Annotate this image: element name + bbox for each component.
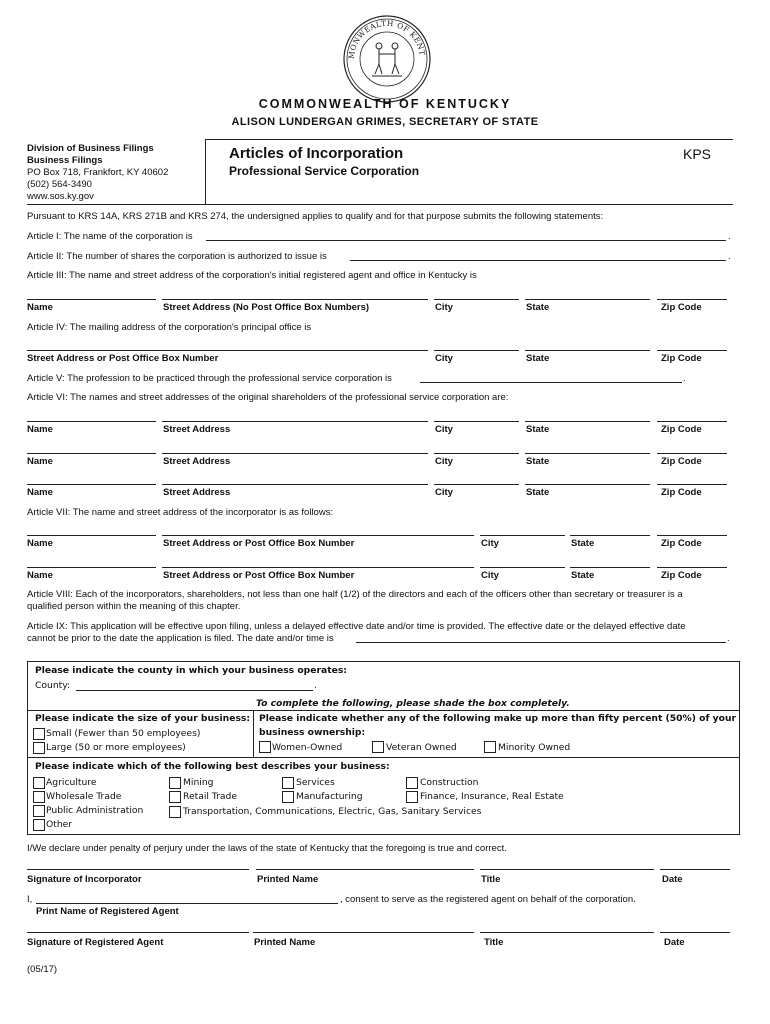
article-2-text: Article II: The number of shares the corporation is authorized to issue is: [27, 251, 327, 262]
label-city: City: [435, 487, 453, 498]
label-street: Street Address or Post Office Box Number: [163, 570, 355, 581]
header-divider: [205, 139, 733, 140]
shade-note: To complete the following, please shade the box completely.: [256, 698, 570, 709]
minority-owned-label: Minority Owned: [498, 742, 571, 753]
consent-prefix: I,: [27, 894, 33, 905]
state-seal: [342, 14, 432, 104]
label-name: Name: [27, 570, 53, 581]
form-subtitle: Professional Service Corporation: [229, 164, 420, 178]
article-9-line-2: cannot be prior to the date the application is filed. The date and/or time is: [27, 633, 334, 644]
services-checkbox[interactable]: [282, 777, 294, 789]
size-small-checkbox[interactable]: [33, 728, 45, 740]
shares-field[interactable]: [350, 260, 726, 261]
printed-name-label: Printed Name: [257, 874, 319, 885]
transportation-checkbox[interactable]: [169, 806, 181, 818]
division-title: Division of Business Filings: [27, 143, 154, 154]
article-4-text: Article IV: The mailing address of the corporation's principal office is: [27, 322, 312, 333]
incorporator-printed-name-field[interactable]: [256, 869, 474, 870]
shareholder-3-zip[interactable]: [657, 484, 727, 485]
label-zip: Zip Code: [661, 538, 702, 549]
county-prompt: Please indicate the county in which your business operates:: [35, 665, 347, 676]
mining-label: Mining: [183, 777, 214, 788]
shareholder-3-name[interactable]: [27, 484, 156, 485]
intro-text: Pursuant to KRS 14A, KRS 271B and KRS 274, the undersigned applies to qualify and for that purpose submits the following statements:: [27, 211, 604, 222]
shareholder-1-street[interactable]: [162, 421, 428, 422]
agent-street-field[interactable]: [162, 299, 428, 300]
article-8-line-1: Article VIII: Each of the incorporators, shareholders, not less than one half (1/2) of the directors and each of the officers other than secretary or treasurer is a: [27, 589, 683, 600]
agent-city-field[interactable]: [434, 299, 519, 300]
label-street: Street Address or Post Office Box Number: [27, 353, 219, 364]
commonwealth-heading: COMMONWEALTH OF KENTUCKY: [258, 97, 512, 111]
ownership-prompt-line-2: business ownership:: [259, 727, 366, 738]
period-mark: .: [314, 680, 317, 691]
women-owned-label: Women-Owned: [272, 742, 343, 753]
incorporator-2-name[interactable]: [27, 567, 156, 568]
shareholder-1-zip[interactable]: [657, 421, 727, 422]
incorporator-2-city[interactable]: [480, 567, 565, 568]
seal-ring-text: MONWEALTH OF KENT: [346, 18, 427, 60]
retail-label: Retail Trade: [183, 791, 238, 802]
print-agent-label: Print Name of Registered Agent: [36, 906, 179, 917]
county-label: County:: [35, 680, 71, 691]
shareholder-2-city[interactable]: [434, 453, 519, 454]
label-zip: Zip Code: [661, 570, 702, 581]
incorporator-1-name[interactable]: [27, 535, 156, 536]
division-website: www.sos.ky.gov: [27, 191, 94, 202]
registered-agent-name-field[interactable]: [36, 903, 338, 904]
consent-text: , consent to serve as the registered agent on behalf of the corporation.: [340, 894, 636, 905]
incorporator-1-street[interactable]: [162, 535, 474, 536]
public-admin-label: Public Administration: [46, 805, 144, 816]
mailing-street-field[interactable]: [27, 350, 428, 351]
label-city: City: [435, 302, 453, 313]
article-8-line-2: qualified person within the meaning of this chapter.: [27, 601, 241, 612]
agent-state-field[interactable]: [525, 299, 650, 300]
title-label: Title: [481, 874, 501, 885]
form-title: Articles of Incorporation: [229, 145, 404, 162]
wholesale-checkbox[interactable]: [33, 791, 45, 803]
shareholder-3-street[interactable]: [162, 484, 428, 485]
label-street: Street Address: [163, 487, 231, 498]
form-code: KPS: [683, 146, 712, 162]
division-address: PO Box 718, Frankfort, KY 40602: [27, 167, 169, 178]
manufacturing-label: Manufacturing: [296, 791, 363, 802]
label-zip: Zip Code: [661, 487, 702, 498]
corporation-name-field[interactable]: [206, 240, 726, 241]
incorporator-title-field[interactable]: [480, 869, 654, 870]
label-zip: Zip Code: [661, 353, 702, 364]
article-7-text: Article VII: The name and street address of the incorporator is as follows:: [27, 507, 334, 518]
label-city: City: [481, 570, 499, 581]
agriculture-checkbox[interactable]: [33, 777, 45, 789]
industry-section-rule: [27, 757, 740, 758]
minority-owned-checkbox[interactable]: [484, 741, 496, 753]
industry-prompt: Please indicate which of the following best describes your business:: [35, 761, 390, 772]
label-name: Name: [27, 424, 53, 435]
profession-field[interactable]: [420, 382, 682, 383]
label-street: Street Address: [163, 456, 231, 467]
label-state: State: [571, 538, 595, 549]
shareholder-1-city[interactable]: [434, 421, 519, 422]
article-1-text: Article I: The name of the corporation is: [27, 231, 193, 242]
incorporator-signature-field[interactable]: [27, 869, 249, 870]
size-large-checkbox[interactable]: [33, 742, 45, 754]
label-city: City: [435, 456, 453, 467]
shareholder-2-zip[interactable]: [657, 453, 727, 454]
period-mark: .: [728, 251, 731, 262]
agent-zip-field[interactable]: [657, 299, 727, 300]
label-zip: Zip Code: [661, 302, 702, 313]
veteran-owned-checkbox[interactable]: [372, 741, 384, 753]
size-section-rule: [27, 710, 740, 711]
division-bottom-rule: [27, 204, 733, 205]
signature-agent-label: Signature of Registered Agent: [27, 937, 164, 948]
label-zip: Zip Code: [661, 456, 702, 467]
shareholder-2-street[interactable]: [162, 453, 428, 454]
revision-code: (05/17): [27, 964, 58, 975]
signature-incorporator-label: Signature of Incorporator: [27, 874, 142, 885]
article-3-text: Article III: The name and street address of the corporation's initial registered agent and office in Kentucky is: [27, 270, 477, 281]
size-large-label: Large (50 or more employees): [46, 742, 186, 753]
agent-signature-field[interactable]: [27, 932, 249, 933]
incorporator-2-zip[interactable]: [657, 567, 727, 568]
division-phone: (502) 564-3490: [27, 179, 92, 190]
label-state: State: [526, 424, 550, 435]
incorporator-2-state[interactable]: [570, 567, 650, 568]
manufacturing-checkbox[interactable]: [282, 791, 294, 803]
shareholder-2-state[interactable]: [525, 453, 650, 454]
mailing-state-field[interactable]: [525, 350, 650, 351]
agent-date-field[interactable]: [660, 932, 730, 933]
shareholder-3-state[interactable]: [525, 484, 650, 485]
other-label: Other: [46, 819, 73, 830]
wholesale-label: Wholesale Trade: [46, 791, 122, 802]
mailing-zip-field[interactable]: [657, 350, 727, 351]
agent-title-field[interactable]: [480, 932, 654, 933]
svg-text:COMMONWEALTH OF KENTUCKY: [342, 14, 427, 59]
size-small-label: Small (Fewer than 50 employees): [46, 728, 201, 739]
article-5-text: Article V: The profession to be practiced through the professional service corporation is: [27, 373, 392, 384]
agent-name-field[interactable]: [27, 299, 156, 300]
incorporator-date-field[interactable]: [660, 869, 730, 870]
declaration-text: I/We declare under penalty of perjury under the laws of the state of Kentucky that the foregoing is true and correct.: [27, 843, 507, 854]
date-label: Date: [664, 937, 685, 948]
label-zip: Zip Code: [661, 424, 702, 435]
public-admin-checkbox[interactable]: [33, 805, 45, 817]
period-mark: .: [727, 633, 730, 644]
label-city: City: [435, 353, 453, 364]
effective-date-field[interactable]: [356, 642, 726, 643]
mailing-city-field[interactable]: [434, 350, 519, 351]
women-owned-checkbox[interactable]: [259, 741, 271, 753]
incorporator-1-state[interactable]: [570, 535, 650, 536]
size-section-divider: [253, 710, 254, 757]
label-state: State: [526, 456, 550, 467]
agriculture-label: Agriculture: [46, 777, 97, 788]
printed-name-label: Printed Name: [254, 937, 316, 948]
article-6-text: Article VI: The names and street addresses of the original shareholders of the professional service corporation are:: [27, 392, 509, 403]
label-state: State: [571, 570, 595, 581]
ownership-prompt-line-1: Please indicate whether any of the following make up more than fifty percent (50%) of your: [259, 713, 737, 724]
size-prompt: Please indicate the size of your business:: [35, 713, 251, 724]
label-state: State: [526, 302, 550, 313]
date-label: Date: [662, 874, 683, 885]
label-name: Name: [27, 487, 53, 498]
label-state: State: [526, 353, 550, 364]
label-street: Street Address (No Post Office Box Numbers): [163, 302, 370, 313]
county-field[interactable]: [76, 690, 313, 691]
shareholder-2-name[interactable]: [27, 453, 156, 454]
agent-printed-name-field[interactable]: [253, 932, 474, 933]
incorporator-1-city[interactable]: [480, 535, 565, 536]
title-label: Title: [484, 937, 504, 948]
finance-label: Finance, Insurance, Real Estate: [420, 791, 564, 802]
label-name: Name: [27, 538, 53, 549]
retail-checkbox[interactable]: [169, 791, 181, 803]
period-mark: .: [728, 231, 731, 242]
label-street: Street Address: [163, 424, 231, 435]
article-9-line-1: Article IX: This application will be effective upon filing, unless a delayed effective date and/or time is provided. The effective date or the delayed effective date: [27, 621, 686, 632]
incorporator-2-street[interactable]: [162, 567, 474, 568]
division-subtitle: Business Filings: [27, 155, 103, 166]
shareholder-1-name[interactable]: [27, 421, 156, 422]
label-street: Street Address or Post Office Box Number: [163, 538, 355, 549]
label-name: Name: [27, 302, 53, 313]
label-city: City: [481, 538, 499, 549]
mining-checkbox[interactable]: [169, 777, 181, 789]
services-label: Services: [296, 777, 335, 788]
construction-label: Construction: [420, 777, 479, 788]
shareholder-3-city[interactable]: [434, 484, 519, 485]
other-checkbox[interactable]: [33, 819, 45, 831]
veteran-owned-label: Veteran Owned: [386, 742, 457, 753]
label-city: City: [435, 424, 453, 435]
incorporator-1-zip[interactable]: [657, 535, 727, 536]
finance-checkbox[interactable]: [406, 791, 418, 803]
construction-checkbox[interactable]: [406, 777, 418, 789]
label-name: Name: [27, 456, 53, 467]
secretary-heading: ALISON LUNDERGAN GRIMES, SECRETARY OF STATE: [231, 116, 539, 128]
shareholder-1-state[interactable]: [525, 421, 650, 422]
period-mark: .: [683, 373, 686, 384]
header-vertical-divider: [205, 139, 206, 205]
label-state: State: [526, 487, 550, 498]
transportation-label: Transportation, Communications, Electric, Gas, Sanitary Services: [183, 806, 482, 817]
